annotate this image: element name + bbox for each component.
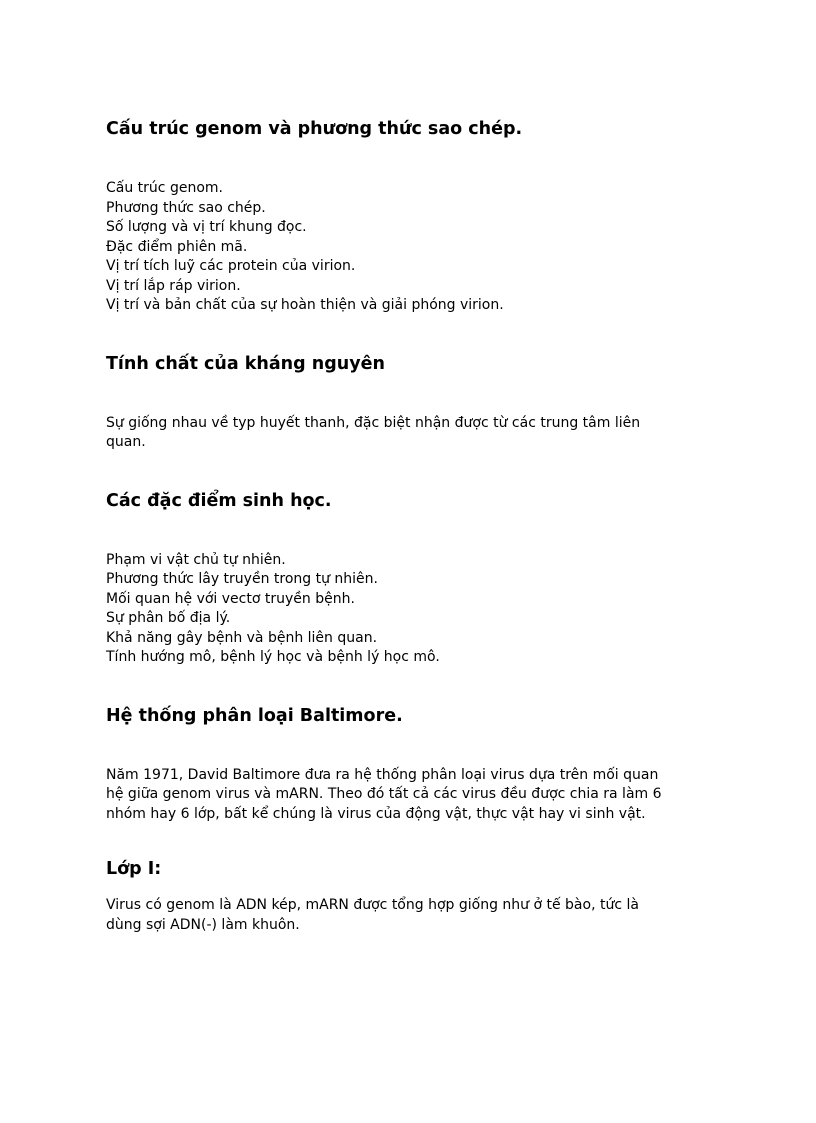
section-heading-biological-features: Các đặc điểm sinh học. (106, 490, 332, 511)
text-line: Phạm vi vật chủ tự nhiên. (106, 551, 286, 568)
text-line: nhóm hay 6 lớp, bất kể chúng là virus của động vật, thực vật hay vi sinh vật. (106, 805, 646, 822)
section-body-biological-features (106, 551, 726, 668)
text-line: Khả năng gây bệnh và bệnh liên quan. (106, 629, 378, 646)
text-line: Phương thức lây truyền trong tự nhiên. (106, 571, 378, 587)
text-line: Mối quan hệ với vectơ truyền bệnh. (106, 590, 355, 607)
text-line: dùng sợi ADN(-) làm khuôn. (106, 916, 300, 933)
text-line: Năm 1971, David Baltimore đưa ra hệ thống phân loại virus dựa trên mối quan (106, 766, 659, 783)
text-line: Vị trí và bản chất của sự hoàn thiện và giải phóng virion. (106, 297, 504, 313)
text-line: Cấu trúc genom. (106, 180, 223, 196)
text-line: Đặc điểm phiên mã. (106, 238, 248, 255)
text-line: hệ giữa genom virus và mARN. Theo đó tất cả các virus đều được chia ra làm 6 (106, 786, 662, 802)
text-line: Tính hướng mô, bệnh lý học và bệnh lý học mô. (106, 649, 440, 665)
text-line: quan. (106, 434, 146, 450)
text-line: Vị trí tích luỹ các protein của virion. (106, 258, 356, 274)
section-body-genome-structure (106, 179, 726, 316)
section-heading-baltimore-classification: Hệ thống phân loại Baltimore. (106, 705, 403, 726)
section-heading-antigen-properties: Tính chất của kháng nguyên (106, 353, 385, 374)
text-line: Vị trí lắp ráp virion. (106, 277, 241, 294)
section-body-class-one (106, 896, 726, 935)
text-line: Sự phân bố địa lý. (106, 610, 231, 626)
section-heading-genome-structure: Cấu trúc genom và phương thức sao chép. (106, 119, 523, 139)
text-line: Virus có genom là ADN kép, mARN được tổng hợp giống như ở tế bào, tức là (106, 897, 639, 913)
section-body-antigen-properties (106, 414, 726, 453)
document-content (106, 117, 726, 935)
text-line: Sự giống nhau về typ huyết thanh, đặc biệt nhận được từ các trung tâm liên (106, 414, 641, 431)
section-body-baltimore-classification (106, 766, 726, 825)
text-line: Phương thức sao chép. (106, 199, 266, 216)
section-heading-class-one: Lớp I: (106, 859, 162, 879)
text-line: Số lượng và vị trí khung đọc. (106, 219, 307, 235)
